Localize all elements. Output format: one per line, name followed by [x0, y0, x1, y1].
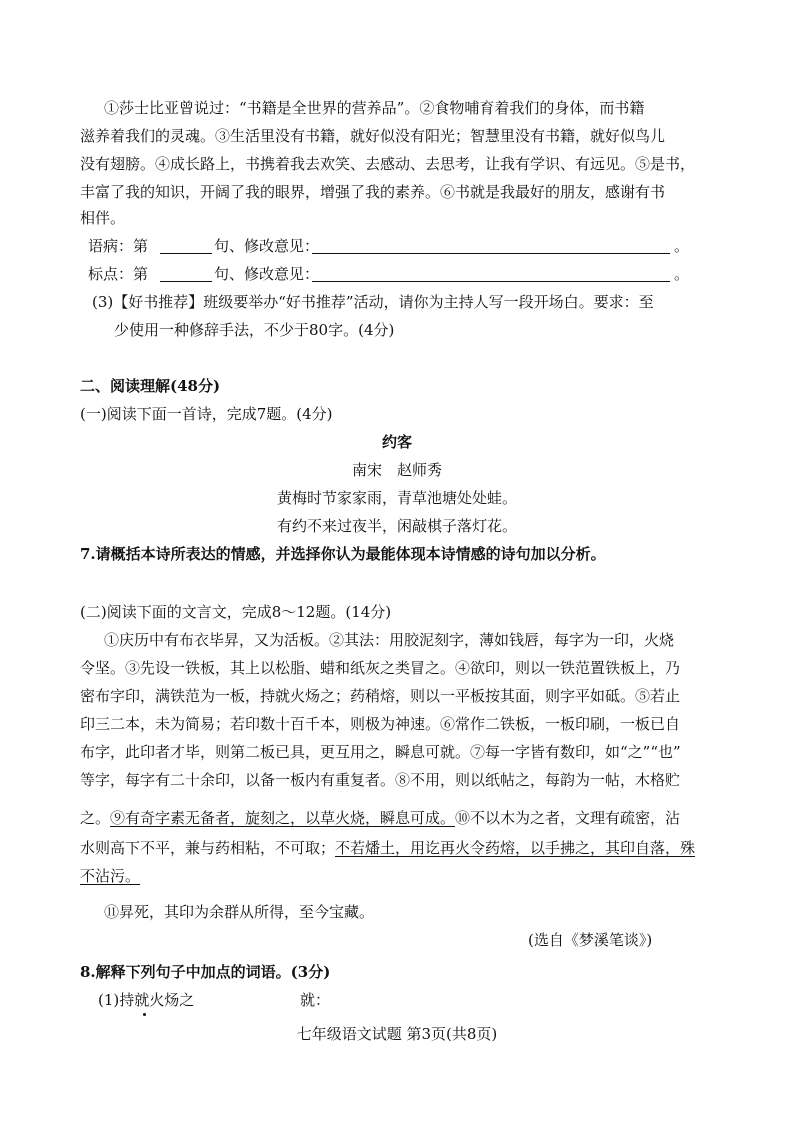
- yubing-label: 语病：第: [88, 237, 149, 255]
- emphasis-dot: [143, 1013, 146, 1016]
- poem-author: 南宋 赵师秀: [351, 461, 442, 479]
- question-7: 7.请概括本诗所表达的情感，并选择你认为最能体现本诗情感的诗句加以分析。: [80, 545, 606, 563]
- part1-heading: (一)阅读下面一首诗，完成7题。(4分): [80, 405, 333, 423]
- classical-line-4: 印三二本，未为简易；若印数十百千本，则极为神速。⑥常作二铁板，一板印刷，一板已自: [80, 715, 681, 733]
- classical-line-7-start: 之。: [80, 809, 111, 827]
- biaodian-end: 。: [674, 265, 690, 283]
- underlined-sentence-10-end: 不沾污。: [80, 867, 141, 885]
- poem-line-2: 有约不来过夜半，闲敲棋子落灯花。: [276, 517, 517, 535]
- biaodian-label: 标点：第: [88, 265, 149, 283]
- passage-line-4: 丰富了我的知识，开阔了我的眼界，增强了我的素养。⑥书就是我最好的朋友，感谢有书: [80, 183, 666, 201]
- page-footer: 七年级语文试题 第3页(共8页): [296, 1025, 498, 1043]
- classical-line-8: [80, 838, 695, 858]
- classical-line-2: 令坚。③先设一铁板，其上以松脂、蜡和纸灰之类冒之。④欲印，则以一铁范置铁板上，乃: [80, 659, 681, 677]
- biaodian-sentence-blank[interactable]: [160, 281, 212, 282]
- classical-line-7-end: ⑩不以木为之者，文理有疏密，沾: [455, 809, 681, 827]
- underlined-sentence-10: 不若燔土，用讫再火令药熔，以手拂之，其印自落，殊: [335, 839, 696, 857]
- passage-line-5: 相伴。: [80, 209, 126, 227]
- question-8: 8.解释下列句子中加点的词语。(3分): [80, 963, 331, 981]
- yubing-opinion-blank[interactable]: [312, 253, 670, 254]
- underlined-sentence-9: ⑨有奇字素无备者，旋刻之，以草火烧，瞬息可成。: [110, 809, 456, 827]
- yubing-sentence-blank[interactable]: [160, 253, 212, 254]
- classical-line-8-start: 水则高下不平，兼与药相粘，不可取；: [80, 839, 336, 857]
- passage-line-3: 没有翅膀。④成长路上，书携着我去欢笑、去感动、去思考，让我有学识、有远见。⑤是书，: [80, 155, 696, 173]
- classical-line-9: [80, 866, 140, 886]
- biaodian-opinion-blank[interactable]: [312, 281, 670, 282]
- classical-line-10: ⑪昇死，其印为余群从所得，至今宝藏。: [104, 903, 375, 921]
- passage-line-2: 滋养着我们的灵魂。③生活里没有书籍，就好似没有阳光；智慧里没有书籍，就好似鸟儿: [80, 127, 666, 145]
- section-title: 二、阅读理解(48分): [80, 377, 221, 395]
- yubing-label-2: 句、修改意见：: [214, 237, 320, 255]
- yubing-end: 。: [674, 237, 690, 255]
- classical-line-5: 布字，此印者才毕，则第二板已具，更互用之，瞬息可就。⑦每一字皆有数印，如“之”“也”: [80, 743, 681, 761]
- poem-line-1: 黄梅时节家家雨，青草池塘处处蛙。: [276, 489, 517, 507]
- q8-item-1-word: 就：: [300, 991, 331, 1009]
- classical-line-3: 密布字印，满铁范为一板，持就火炀之；药稍熔，则以一平板按其面，则字平如砥。⑤若止: [80, 687, 681, 705]
- classical-line-7: [80, 808, 680, 828]
- part2-heading: (二)阅读下面的文言文，完成8～12题。(14分): [80, 603, 392, 621]
- q3-line-2: 少使用一种修辞手法，不少于80字。(4分): [114, 321, 395, 339]
- passage-line-1: ①莎士比亚曾说过：“书籍是全世界的营养品”。②食物哺育着我们的身体，而书籍: [104, 99, 645, 117]
- source-note: (选自《梦溪笔谈》): [528, 931, 653, 949]
- biaodian-label-2: 句、修改意见：: [214, 265, 320, 283]
- classical-line-1: ①庆历中有布衣毕昇，又为活板。②其法：用胶泥刻字，薄如钱唇，每字为一印，火烧: [104, 631, 675, 649]
- q8-item-1: (1)持就火炀之: [98, 991, 195, 1009]
- poem-title: 约客: [381, 433, 412, 451]
- q3-line-1: (3)【好书推荐】班级要举办“好书推荐”活动，请你为主持人写一段开场白。要求：至: [92, 293, 654, 311]
- classical-line-6: 等字，每字有二十余印，以备一板内有重复者。⑧不用，则以纸帖之，每韵为一帖，木格贮: [80, 771, 681, 789]
